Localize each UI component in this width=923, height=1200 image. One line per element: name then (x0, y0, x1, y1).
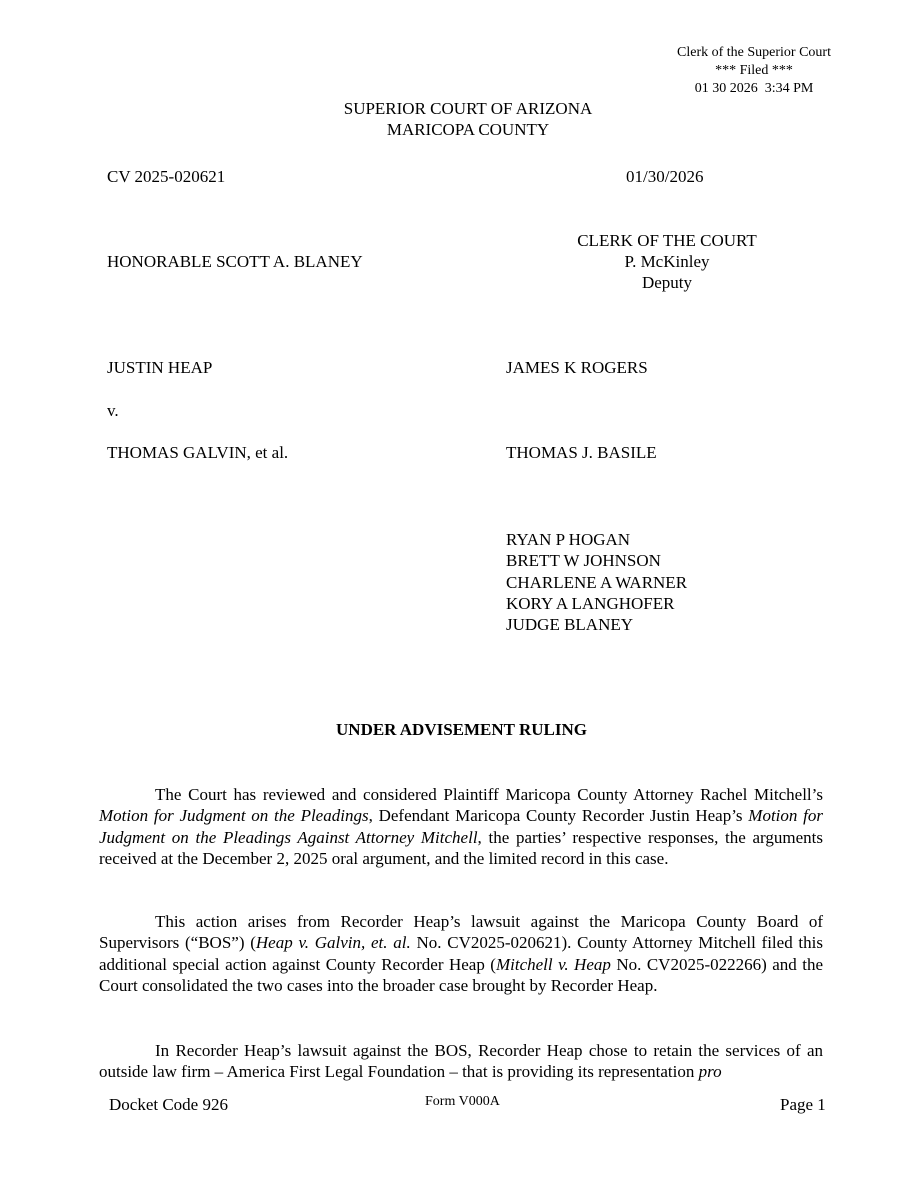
paragraph-1-text-a: The Court has reviewed and considered Plaintiff Maricopa County Attorney Rachel Mitchell’s (155, 785, 823, 804)
court-name: SUPERIOR COURT OF ARIZONA (343, 99, 593, 118)
page-number: Page 1 (780, 1095, 826, 1114)
case-citation-heap: Heap v. Galvin, et. al. (255, 933, 411, 953)
clerk-block (548, 230, 786, 293)
stamp-line-clerk: Clerk of the Superior Court (677, 45, 831, 60)
case-citation-mitchell: Mitchell v. Heap (495, 954, 611, 974)
paragraph-1-text-b: , Defendant Maricopa County Recorder Justin Heap’s (368, 806, 749, 826)
versus: v. (107, 401, 119, 420)
plaintiff-counsel: JAMES K ROGERS (506, 358, 648, 377)
case-number: CV 2025-020621 (107, 167, 226, 186)
docket-code: Docket Code 926 (109, 1095, 228, 1114)
clerk-name: P. McKinley (624, 252, 710, 271)
defendant-counsel: THOMAS J. BASILE (506, 443, 657, 462)
clerk-title: CLERK OF THE COURT (577, 231, 757, 250)
form-code: Form V000A (425, 1094, 500, 1109)
list-item: JUDGE BLANEY (506, 615, 634, 635)
motion-title-heap: Motion for Judgment on the Pleadings Against Attorney Mitchell (99, 806, 823, 847)
stamp-line-filed: *** Filed *** (715, 63, 793, 78)
judge-name: HONORABLE SCOTT A. BLANEY (107, 252, 363, 271)
paragraph-2-text-b: No. CV2025-020621). County Attorney Mitchell filed this additional special action against County Recorder Heap ( (99, 933, 823, 974)
paragraph-1 (99, 784, 823, 870)
paragraph-3-text-a: In Recorder Heap’s lawsuit against the BOS, Recorder Heap chose to retain the services of an outside law firm – America First Legal Foundation – that is providing its representation (99, 1041, 823, 1082)
distribution-list (506, 529, 687, 635)
list-item: BRETT W JOHNSON (506, 551, 661, 571)
paragraph-2-text-a: This action arises from Recorder Heap’s lawsuit against the Maricopa County Board of Supervisors (“BOS”) ( (99, 912, 823, 953)
list-item: RYAN P HOGAN (506, 530, 631, 549)
paragraph-2-text-c: No. CV2025-022266) and the Court consolidated the two cases into the broader case brought by Recorder Heap. (99, 954, 823, 996)
ruling-heading: UNDER ADVISEMENT RULING (336, 720, 587, 739)
court-header (300, 98, 636, 140)
paragraph-3-italic: pro (698, 1062, 722, 1082)
stamp-line-datetime: 01 30 2026 3:34 PM (694, 81, 814, 96)
list-item: KORY A LANGHOFER (506, 593, 675, 613)
clerk-role: Deputy (641, 273, 693, 292)
plaintiff-name: JUSTIN HEAP (107, 358, 213, 377)
filed-stamp (654, 44, 854, 98)
paragraph-3 (99, 1040, 823, 1083)
defendant-name: THOMAS GALVIN, et al. (107, 443, 289, 462)
list-item: CHARLENE A WARNER (506, 572, 688, 592)
motion-title-mitchell: Motion for Judgment on the Pleadings (99, 806, 369, 826)
court-county: MARICOPA COUNTY (386, 120, 550, 139)
ruling-date: 01/30/2026 (626, 167, 704, 186)
paragraph-1-text-c: , the parties’ respective responses, the arguments received at the December 2, 2025 oral argument, and the limited record in this case. (99, 827, 823, 869)
paragraph-2 (99, 911, 823, 997)
